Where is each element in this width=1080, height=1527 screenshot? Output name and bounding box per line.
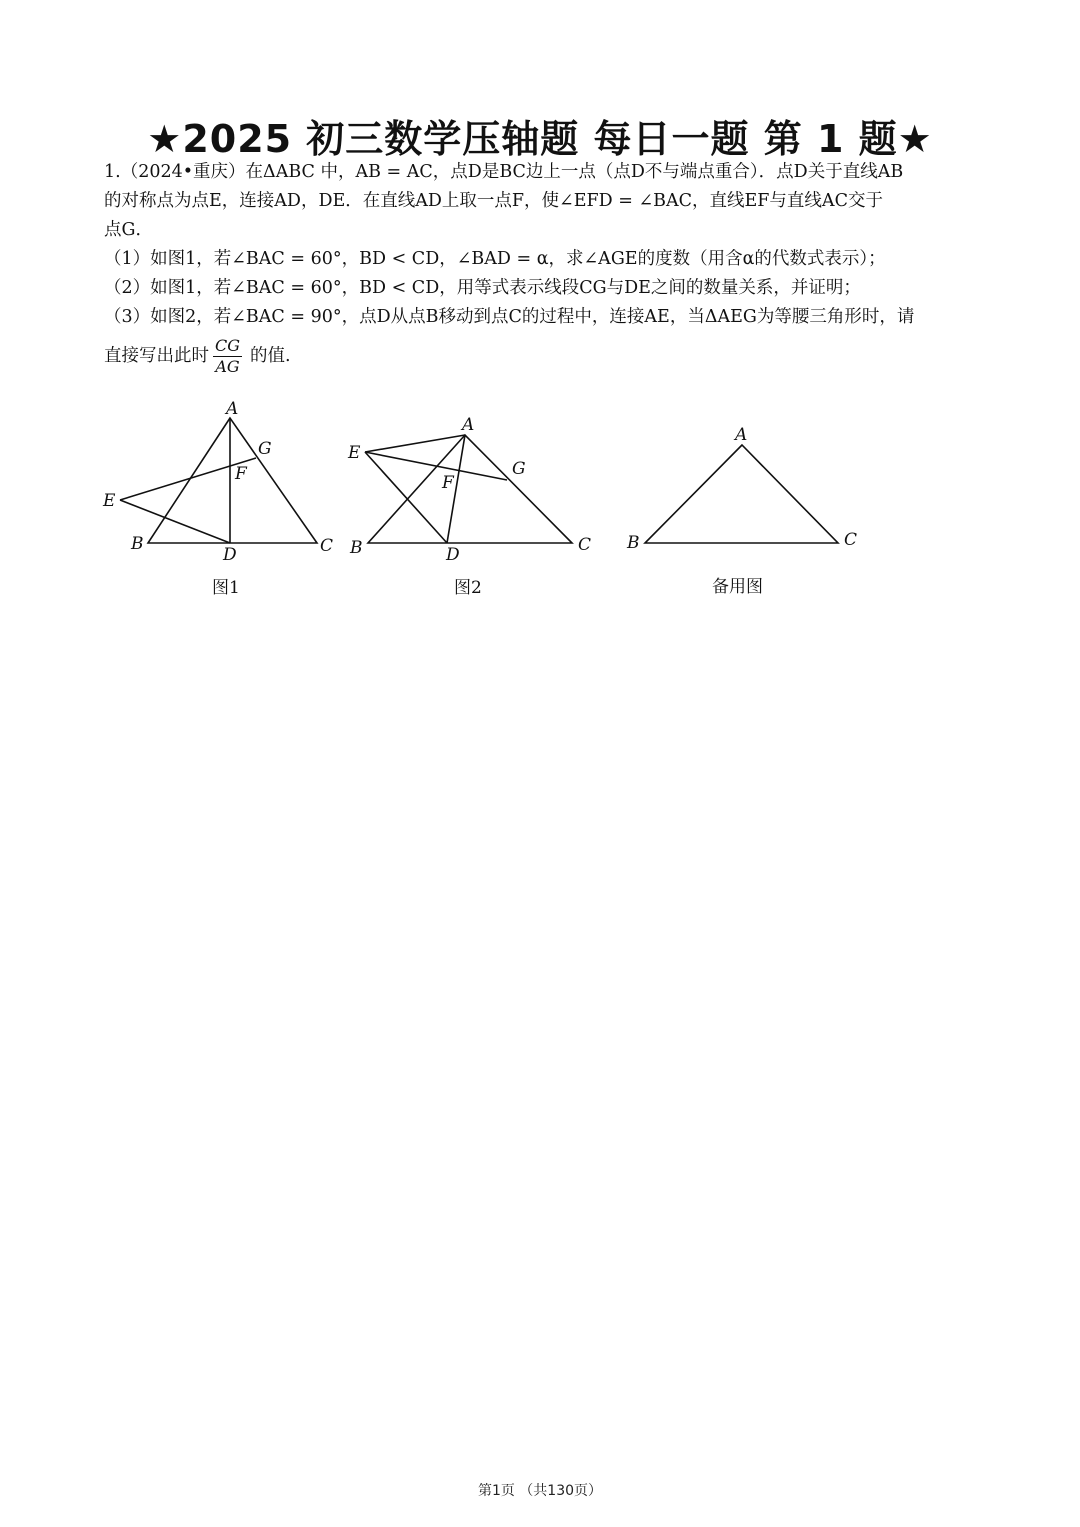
question-3-tail-before: 直接写出此时 — [104, 346, 209, 366]
fig1-caption: 图1 — [212, 578, 240, 598]
fraction-cg-ag — [213, 336, 242, 377]
question-3-tail — [104, 336, 980, 377]
fig1-label-d: D — [223, 545, 237, 565]
problem-line-2: 的对称点为点E，连接AD，DE．在直线AD上取一点F，使∠EFD = ∠BAC，直线EF与直线AC交于 — [104, 191, 883, 211]
page-title: ★2025 初三数学压轴题 每日一题 第 1 题★ — [147, 117, 933, 161]
problem-line-3: 点G． — [104, 220, 153, 240]
fig2-segment-ea — [365, 435, 465, 452]
fig2-label-d: D — [446, 545, 460, 565]
geometry-figures — [90, 390, 990, 610]
fig1-triangle-abc — [148, 418, 317, 543]
problem-line-1: 1.（2024•重庆）在ΔABC 中，AB = AC，点D是BC边上一点（点D不与端点重合）．点D关于直线AB — [104, 162, 904, 182]
page-footer: 第1页 （共130页） — [477, 1483, 603, 1499]
fig2-label-g: G — [512, 459, 526, 479]
fig2-label-f: F — [442, 473, 454, 493]
fig1-label-a: A — [226, 399, 239, 419]
fraction-numerator: CG — [215, 336, 241, 355]
fig3-label-a: A — [735, 425, 748, 445]
fig3-label-c: C — [844, 530, 858, 550]
fig1-label-f: F — [235, 464, 247, 484]
figure-1 — [120, 418, 317, 543]
fig3-label-b: B — [627, 533, 640, 553]
problem-text — [104, 158, 980, 377]
fig3-triangle-abc — [645, 445, 838, 543]
question-3: （3）如图2，若∠BAC = 90°，点D从点B移动到点C的过程中，连接AE，当ΔAEG为等腰三角形时，请 — [104, 307, 915, 327]
question-2: （2）如图1，若∠BAC = 60°，BD < CD，用等式表示线段CG与DE之间的数量关系，并证明； — [104, 278, 861, 298]
fig2-label-a: A — [462, 415, 475, 435]
question-3-tail-after: 的值. — [250, 346, 291, 366]
fig1-label-e: E — [103, 491, 116, 511]
fig1-label-g: G — [258, 439, 272, 459]
fig2-label-b: B — [350, 538, 363, 558]
figure-2 — [365, 435, 572, 543]
fig1-label-c: C — [320, 536, 334, 556]
fig3-caption: 备用图 — [712, 577, 763, 597]
fraction-denominator: AG — [215, 357, 240, 376]
figures-area — [90, 390, 990, 610]
question-1: （1）如图1，若∠BAC = 60°，BD < CD，∠BAD = α，求∠AGE的度数（用含α的代数式表示）； — [104, 249, 886, 269]
fig2-label-c: C — [578, 535, 592, 555]
figure-3 — [645, 445, 838, 543]
fig1-label-b: B — [131, 534, 144, 554]
fig2-caption: 图2 — [454, 578, 482, 598]
fig2-label-e: E — [348, 443, 361, 463]
